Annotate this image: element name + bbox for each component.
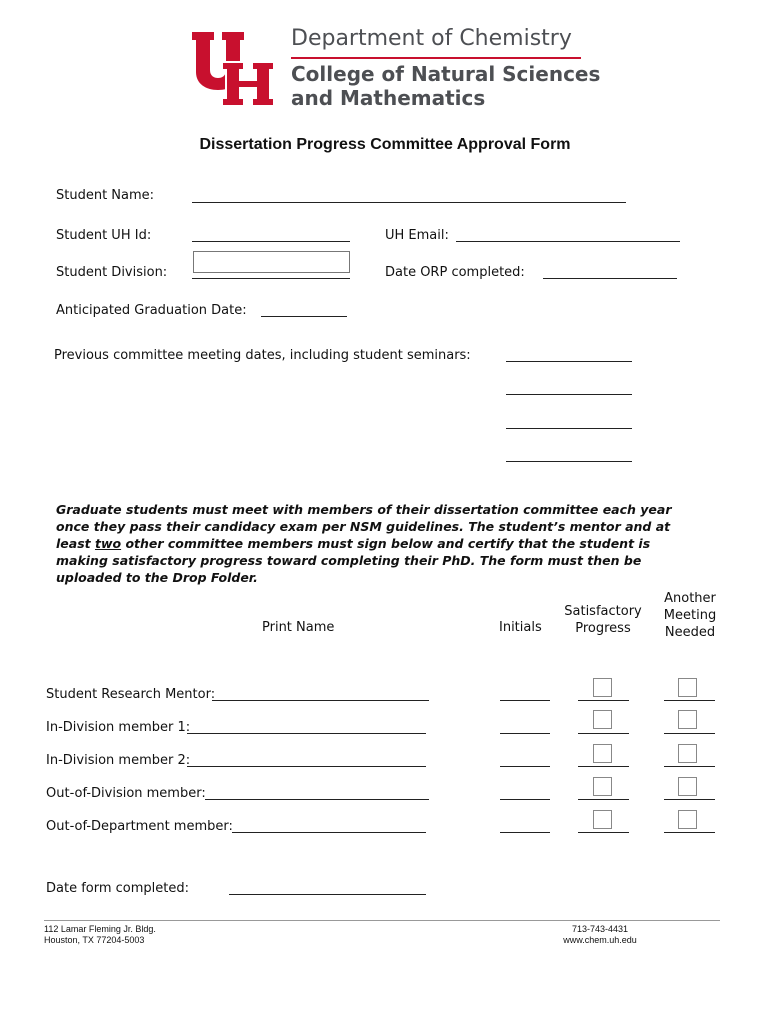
student-name-line[interactable] — [192, 202, 626, 203]
row-name-line[interactable] — [205, 799, 429, 800]
row-label: In-Division member 1: — [46, 720, 191, 735]
satisfactory-line — [578, 700, 629, 701]
meeting-date-line-2[interactable] — [506, 394, 632, 395]
uh-logo-mark — [190, 28, 276, 108]
instructions-underlined: two — [94, 536, 122, 551]
footer-contact — [540, 924, 660, 946]
instructions-part2: other committee members must sign below and certify that the student is making satisfactory progress toward completing their PhD. The form must then be uploaded to the Drop Folder. — [56, 536, 651, 585]
row-label: Out-of-Department member: — [46, 819, 233, 834]
student-uh-id-line[interactable] — [192, 241, 350, 242]
student-division-label: Student Division: — [56, 265, 168, 280]
satisfactory-checkbox[interactable] — [593, 777, 612, 796]
satisfactory-checkbox[interactable] — [593, 810, 612, 829]
uh-email-line[interactable] — [456, 241, 680, 242]
col-satisfactory-line1: Satisfactory — [564, 604, 642, 619]
department-name: Department of Chemistry — [291, 26, 572, 51]
satisfactory-checkbox[interactable] — [593, 678, 612, 697]
row-initials-line[interactable] — [500, 700, 550, 701]
header-red-rule — [291, 57, 581, 59]
footer-phone: 713-743-4431 — [571, 924, 629, 934]
another-meeting-line — [664, 766, 715, 767]
uh-logo — [190, 28, 276, 108]
another-meeting-checkbox[interactable] — [678, 810, 697, 829]
col-satisfactory-line2: Progress — [575, 621, 631, 636]
anticipated-grad-label: Anticipated Graduation Date: — [56, 303, 247, 318]
another-meeting-line — [664, 832, 715, 833]
satisfactory-checkbox[interactable] — [593, 744, 612, 763]
another-meeting-line — [664, 733, 715, 734]
row-initials-line[interactable] — [500, 799, 550, 800]
previous-meetings-label: Previous committee meeting dates, including student seminars: — [54, 348, 471, 363]
row-name-line[interactable] — [232, 832, 426, 833]
footer-address-line2: Houston, TX 77204-5003 — [44, 935, 145, 945]
anticipated-grad-line[interactable] — [261, 316, 347, 317]
another-meeting-checkbox[interactable] — [678, 777, 697, 796]
col-initials: Initials — [499, 620, 542, 635]
instructions-paragraph — [56, 501, 706, 586]
col-satisfactory — [560, 603, 646, 637]
col-another-line1: Another — [664, 591, 716, 606]
satisfactory-line — [578, 766, 629, 767]
row-initials-line[interactable] — [500, 832, 550, 833]
another-meeting-line — [664, 700, 715, 701]
instructions-part1: Graduate students must meet with members of their dissertation committee each year once they pass their candidacy exam per NSM guidelines. The student’s mentor and at least — [56, 502, 672, 551]
student-name-label: Student Name: — [56, 188, 155, 203]
row-label: Student Research Mentor: — [46, 687, 216, 702]
another-meeting-checkbox[interactable] — [678, 744, 697, 763]
another-meeting-checkbox[interactable] — [678, 710, 697, 729]
row-label: In-Division member 2: — [46, 753, 191, 768]
student-uh-id-label: Student UH Id: — [56, 228, 152, 243]
meeting-date-line-3[interactable] — [506, 428, 632, 429]
meeting-date-line-4[interactable] — [506, 461, 632, 462]
student-division-field[interactable] — [193, 251, 350, 273]
college-name-line1: College of Natural Sciences — [291, 62, 601, 86]
satisfactory-line — [578, 799, 629, 800]
form-title: Dissertation Progress Committee Approval Form — [199, 136, 571, 153]
row-name-line[interactable] — [212, 700, 429, 701]
col-another-meeting — [650, 590, 730, 641]
footer-address-line1: 112 Lamar Fleming Jr. Bldg. — [44, 924, 156, 934]
college-name-line2: and Mathematics — [291, 86, 486, 110]
satisfactory-line — [578, 832, 629, 833]
col-another-line2: Meeting — [663, 608, 717, 623]
date-orp-line[interactable] — [543, 278, 677, 279]
another-meeting-line — [664, 799, 715, 800]
date-orp-label: Date ORP completed: — [385, 265, 525, 280]
meeting-date-line-1[interactable] — [506, 361, 632, 362]
row-initials-line[interactable] — [500, 733, 550, 734]
footer-rule — [44, 920, 720, 921]
footer-web[interactable]: www.chem.uh.edu — [563, 935, 637, 945]
uh-email-label: UH Email: — [385, 228, 449, 243]
row-name-line[interactable] — [187, 733, 426, 734]
date-form-completed-line[interactable] — [229, 894, 426, 895]
satisfactory-line — [578, 733, 629, 734]
row-initials-line[interactable] — [500, 766, 550, 767]
row-name-line[interactable] — [187, 766, 426, 767]
row-label: Out-of-Division member: — [46, 786, 206, 801]
footer-address — [44, 924, 156, 946]
col-print-name: Print Name — [262, 620, 335, 635]
col-another-line3: Needed — [664, 625, 716, 640]
satisfactory-checkbox[interactable] — [593, 710, 612, 729]
student-division-line — [192, 278, 350, 279]
date-form-completed-label: Date form completed: — [46, 881, 189, 896]
another-meeting-checkbox[interactable] — [678, 678, 697, 697]
